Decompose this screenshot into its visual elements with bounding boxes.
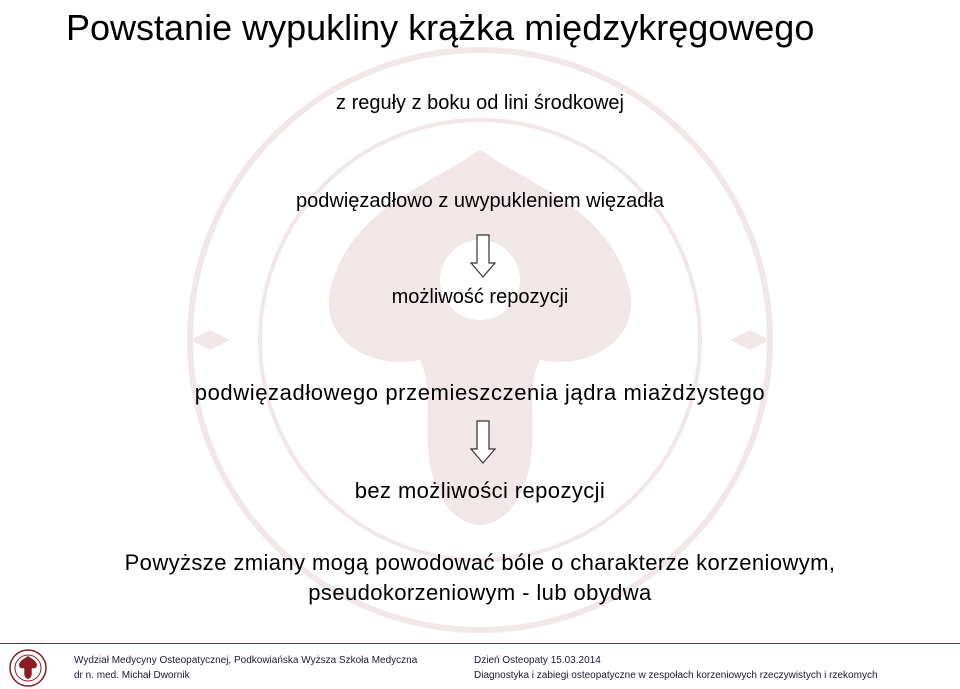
conclusion-line-1: Powyższe zmiany mogą powodować bóle o charakterze korzeniowym,	[124, 550, 836, 575]
conclusion-text	[0, 548, 960, 608]
footer-faculty: Wydział Medycyny Osteopatycznej, Podkowiańska Wyższa Szkoła Medyczna	[74, 655, 418, 666]
text-subligamentous-bulge: podwięzadłowo z uwypukleniem więzadła	[296, 190, 664, 212]
footer-topic: Diagnostyka i zabiegi osteopatyczne w zespołach korzeniowych rzeczywistych i rzekomych	[474, 670, 878, 681]
footer-event: Dzień Osteopaty 15.03.2014	[474, 655, 601, 666]
footer-divider	[0, 643, 960, 644]
school-logo-icon	[8, 648, 48, 688]
text-nucleus-displacement: podwięzadłowego przemieszczenia jądra miażdżystego	[194, 380, 766, 405]
down-arrow-icon	[470, 420, 496, 464]
slide-title: Powstanie wypukliny krążka międzykręgowego	[66, 7, 815, 48]
down-arrow-icon	[470, 234, 496, 278]
text-no-reposition: bez możliwości repozycji	[354, 478, 606, 503]
footer-author: dr n. med. Michał Dwornik	[74, 670, 190, 681]
conclusion-line-2: pseudokorzeniowym - lub obydwa	[308, 580, 652, 605]
text-lateral-position: z reguły z boku od lini środkowej	[336, 92, 624, 114]
text-reposition-possible: możliwość repozycji	[391, 286, 569, 308]
